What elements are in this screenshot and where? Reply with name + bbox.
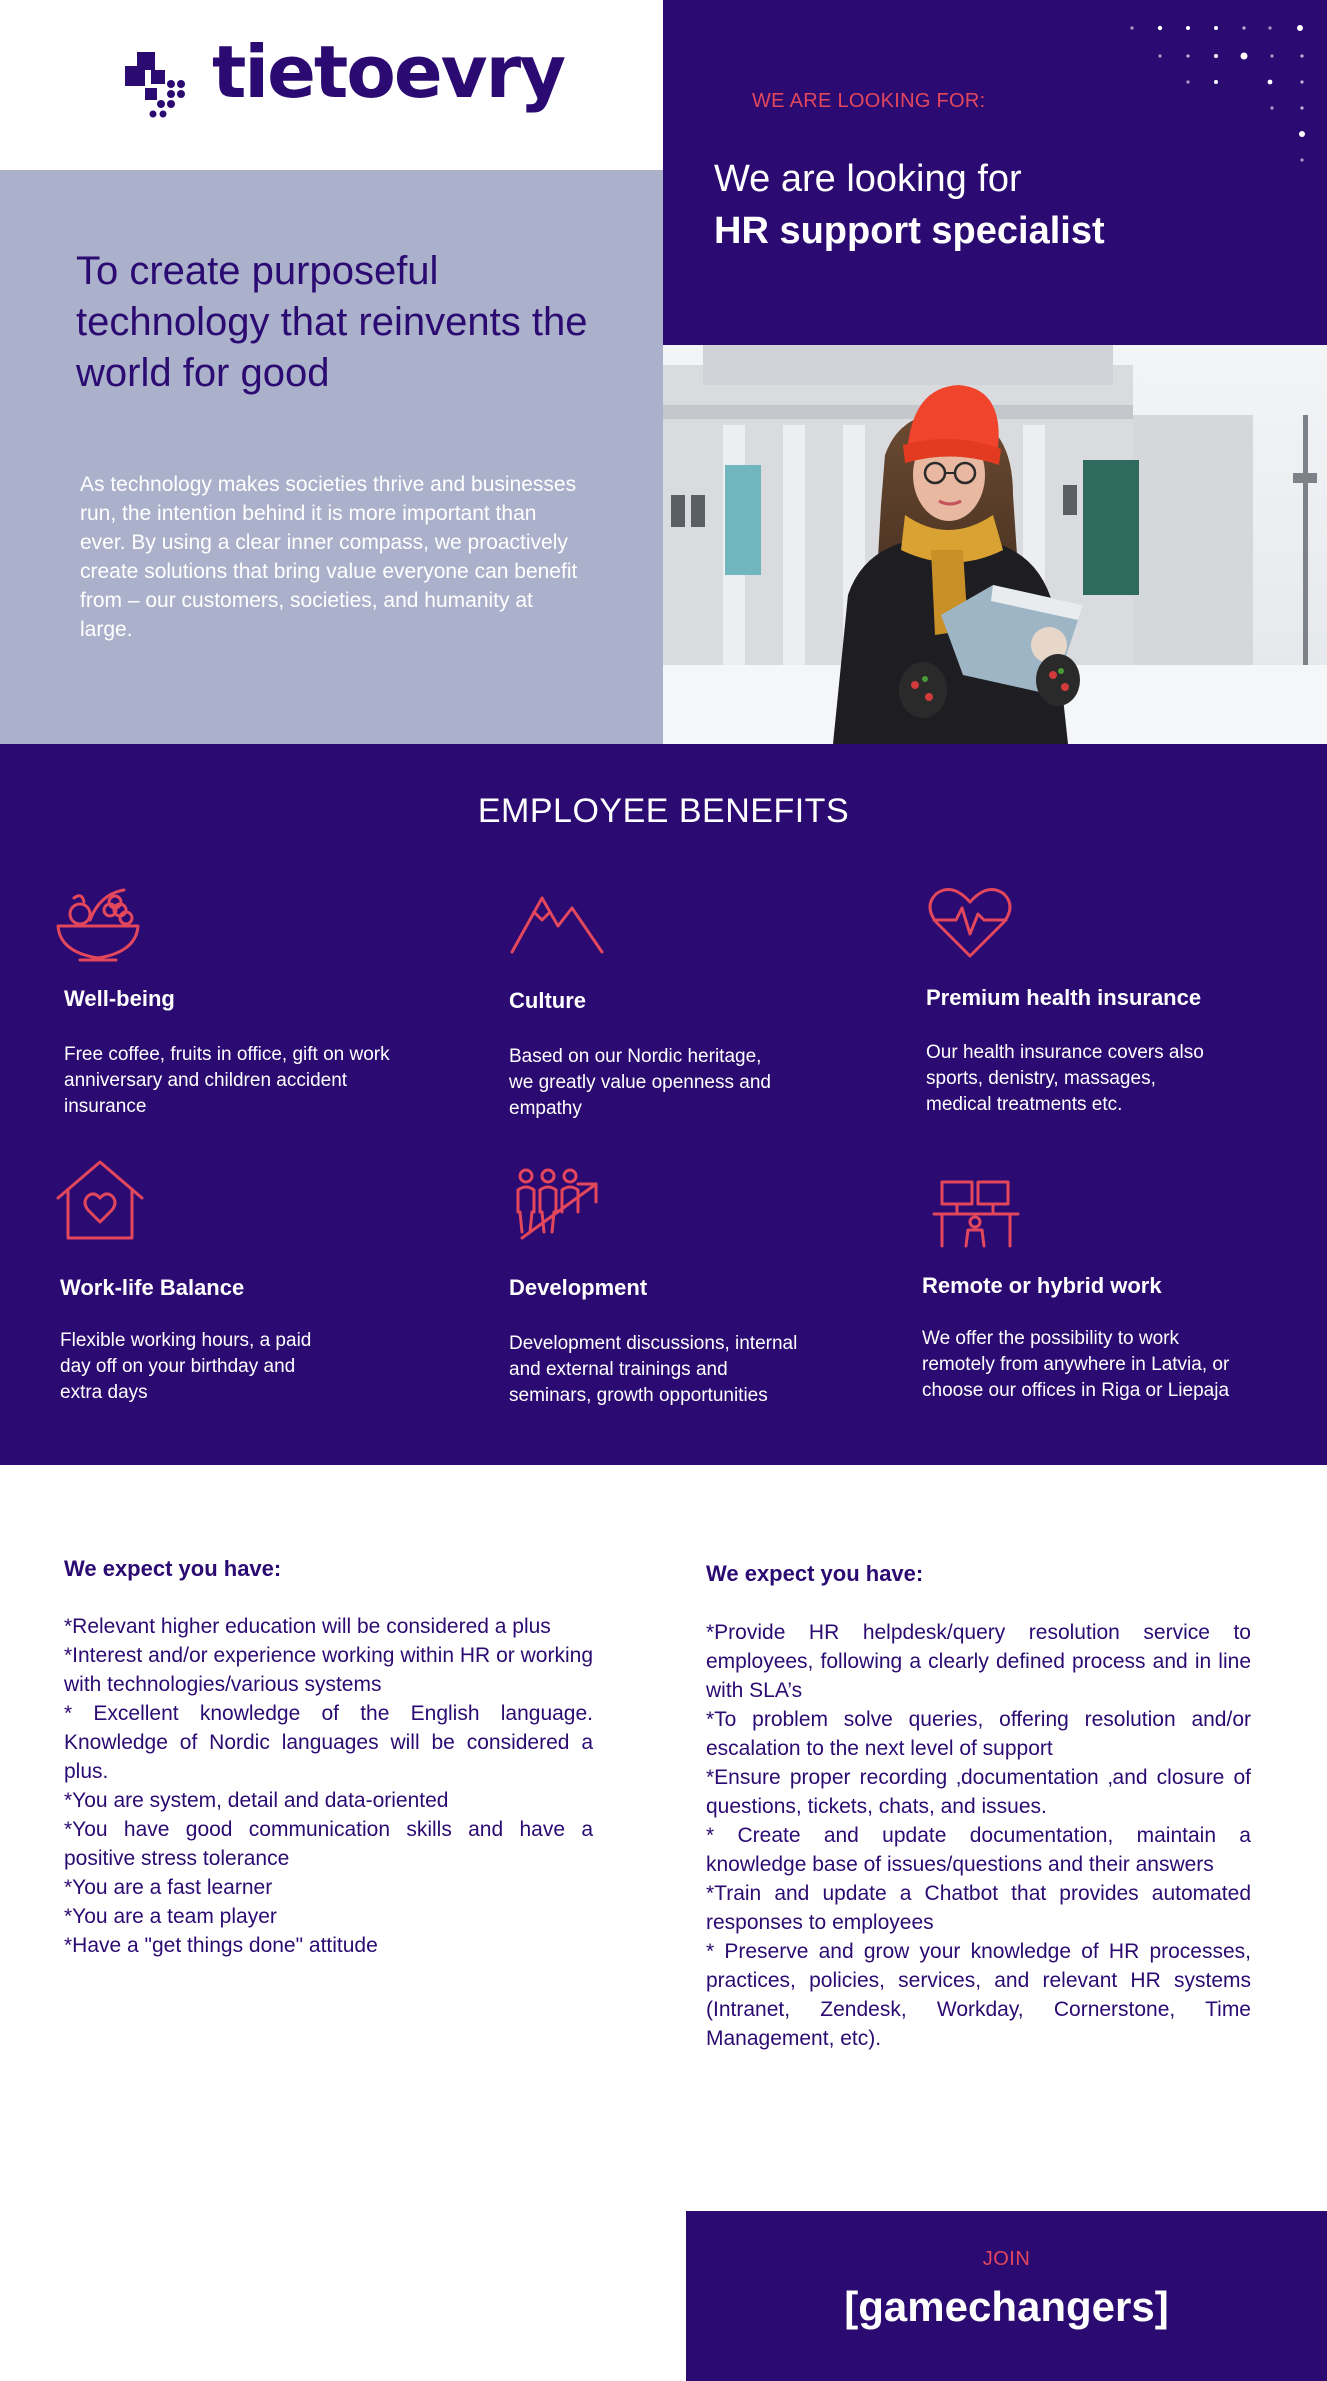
- requirement-item: *You have good communication skills and have a positive stress tolerance: [64, 1818, 593, 1870]
- benefit-title: Work-life Balance: [60, 1275, 245, 1300]
- mission-body: As technology makes societies thrive and businesses run, the intention behind it is more important than ever. By using a clear inner compass, we proactively create solutions that bring value everyone can benefit from – our customers, societies, and humanity at large.: [80, 473, 578, 641]
- requirement-item: *You are a fast learner: [64, 1876, 273, 1899]
- responsibility-item: * Create and update documentation, maintain a knowledge base of issues/questions and their answers: [706, 1824, 1251, 1876]
- benefit-text: Development discussions, internal and external trainings and seminars, growth opportunities: [509, 1333, 798, 1406]
- benefit-title: Culture: [509, 988, 586, 1013]
- benefit-title: Remote or hybrid work: [922, 1273, 1162, 1298]
- logo-wordmark: tietoevry: [212, 30, 565, 114]
- requirement-item: * Excellent knowledge of the English language. Knowledge of Nordic languages will be considered a plus.: [64, 1702, 593, 1783]
- benefit-title: Well-being: [64, 986, 175, 1011]
- benefits-title: EMPLOYEE BENEFITS: [477, 792, 850, 830]
- join-kicker: JOIN: [982, 2248, 1031, 2270]
- requirements-right-list: [706, 1618, 1251, 2053]
- hero-photo: [663, 345, 1327, 744]
- mission-title: To create purposeful technology that reinvents the world for good: [76, 249, 588, 395]
- team-growth-icon: [508, 1164, 608, 1254]
- requirements-right-title: We expect you have:: [706, 1561, 924, 1586]
- benefit-text: We offer the possibility to work remotely from anywhere in Latvia, or choose our offices in Riga or Liepaja: [922, 1328, 1230, 1401]
- responsibility-item: * Preserve and grow your knowledge of HR processes, practices, policies, services, and relevant HR systems (Intranet, Zendesk, Workday, Cornerstone, Time Management, etc).: [706, 1940, 1251, 2050]
- decorative-dots: [1120, 16, 1320, 176]
- hero-kicker: WE ARE LOOKING FOR:: [752, 90, 986, 112]
- benefit-text: Flexible working hours, a paid day off on your birthday and extra days: [60, 1330, 312, 1403]
- responsibility-item: *Ensure proper recording ‚documentation ‚and closure of questions, tickets, chats, and issues.: [706, 1766, 1251, 1818]
- mountain-icon: [506, 880, 606, 970]
- requirement-item: *You are system, detail and data-oriented: [64, 1789, 449, 1812]
- responsibility-item: *Train and update a Chatbot that provides automated responses to employees: [706, 1882, 1251, 1934]
- requirements-left-list: [64, 1612, 593, 1960]
- requirement-item: *You are a team player: [64, 1905, 277, 1928]
- fruit-bowl-icon: [50, 880, 150, 970]
- house-heart-icon: [52, 1158, 152, 1248]
- benefit-text: Our health insurance covers also sports, denistry, massages, medical treatments etc.: [926, 1042, 1204, 1115]
- join-title: [gamechangers]: [844, 2283, 1169, 2330]
- requirements-left-title: We expect you have:: [64, 1556, 282, 1581]
- benefit-text: Based on our Nordic heritage, we greatly value openness and empathy: [509, 1046, 771, 1119]
- tietoevry-logo-mark: [125, 52, 191, 118]
- responsibility-item: *To problem solve queries, offering resolution and/or escalation to the next level of support: [706, 1708, 1251, 1760]
- requirement-item: *Interest and/or experience working within HR or working with technologies/various systems: [64, 1644, 593, 1696]
- requirement-item: *Have a "get things done" attitude: [64, 1934, 378, 1957]
- requirement-item: *Relevant higher education will be considered a plus: [64, 1615, 551, 1638]
- hero-title-line1: We are looking for: [714, 158, 1022, 200]
- hero-job-title: HR support specialist: [714, 210, 1105, 252]
- desk-monitor-icon: [930, 1178, 1030, 1268]
- benefit-title: Premium health insurance: [926, 985, 1202, 1010]
- benefit-text: Free coffee, fruits in office, gift on work anniversary and children accident insurance: [64, 1044, 390, 1117]
- heartbeat-icon: [920, 876, 1020, 966]
- responsibility-item: *Provide HR helpdesk/query resolution service to employees, following a clearly defined process and in line with SLA’s: [706, 1621, 1251, 1702]
- benefit-title: Development: [509, 1275, 648, 1300]
